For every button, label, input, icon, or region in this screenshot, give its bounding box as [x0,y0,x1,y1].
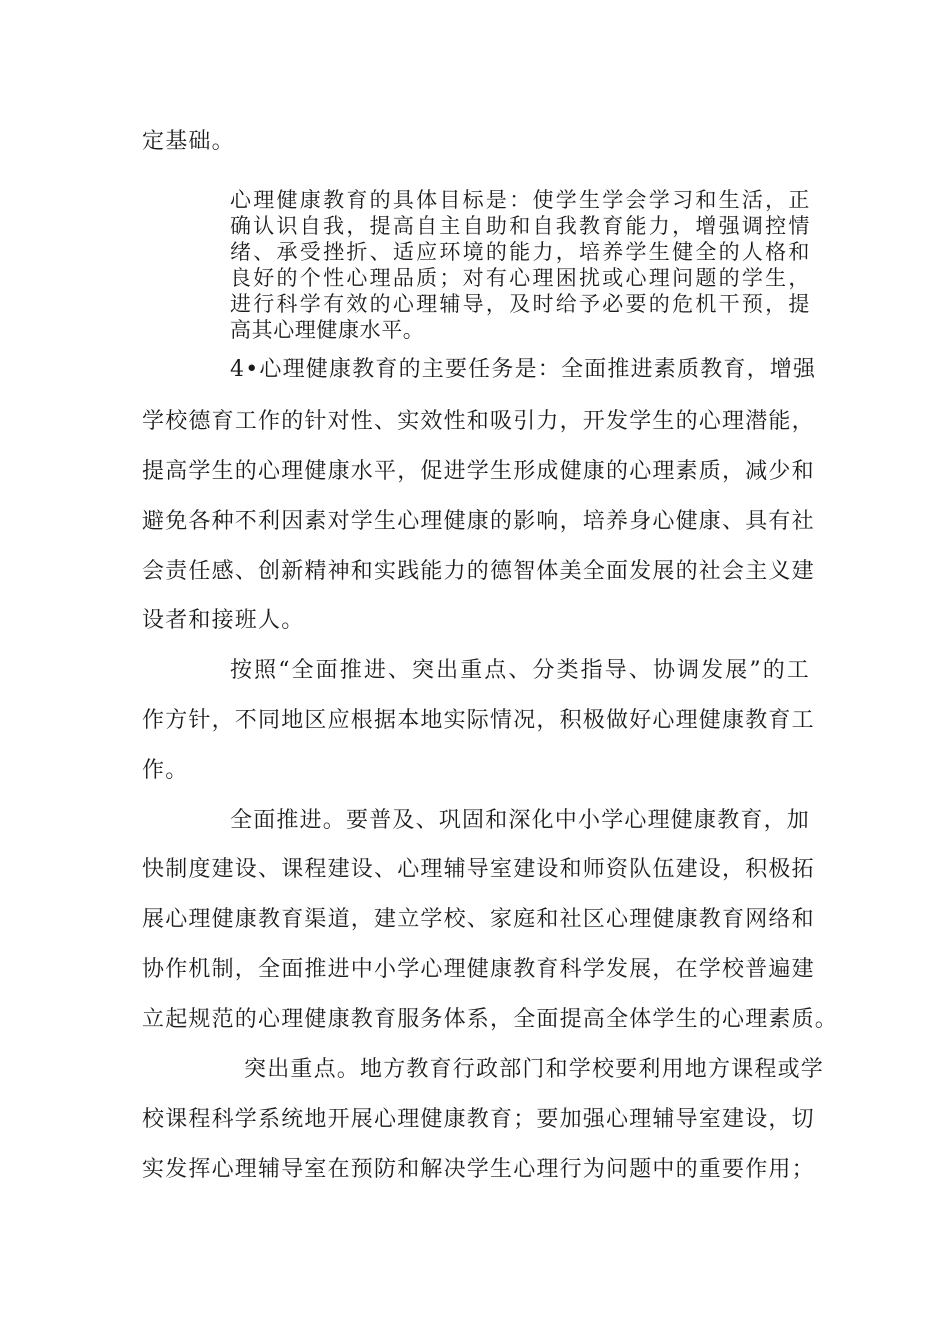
paragraph-line: 按照“全面推进、突出重点、分类指导、协调发展”的工 [230,658,810,683]
paragraph-line: 设者和接班人。 [142,608,305,633]
paragraph-line: 立起规范的心理健康教育服务体系，全面提高全体学生的心理素质。 [142,1007,839,1032]
paragraph-line: 4•心理健康教育的主要任务是：全面推进素质教育，增强 [230,357,817,382]
paragraph-line: 展心理健康教育渠道，建立学校、家庭和社区心理健康教育网络和 [142,907,815,932]
paragraph-line: 作。 [142,758,189,783]
paragraph-line: 绪、承受挫折、适应环境的能力，培养学生健全的人格和 [230,240,810,264]
paragraph-line: 学校德育工作的针对性、实效性和吸引力，开发学生的心理潜能， [142,409,815,434]
paragraph-line: 避免各种不利因素对学生心理健康的影响，培养身心健康、具有社 [142,509,815,534]
paragraph-line: 心理健康教育的具体目标是：使学生学会学习和生活，正 [230,188,810,212]
paragraph-line: 快制度建设、课程建设、心理辅导室建设和师资队伍建设，积极拓 [142,857,815,882]
paragraph-line: 进行科学有效的心理辅导，及时给予必要的危机干预，提 [230,292,810,316]
paragraph-line: 确认识自我，提高自主自助和自我教育能力，增强调控情 [230,214,810,238]
paragraph-line: 定基础。 [142,129,235,154]
paragraph-line: 全面推进。要普及、巩固和深化中小学心理健康教育，加 [230,808,811,833]
paragraph-line: 提高学生的心理健康水平，促进学生形成健康的心理素质，减少和 [142,459,815,484]
paragraph-line: 校课程科学系统地开展心理健康教育；要加强心理辅导室建设，切 [142,1107,815,1132]
paragraph-line: 突出重点。地方教育行政部门和学校要利用地方课程或学 [244,1057,825,1082]
paragraph-line: 实发挥心理辅导室在预防和解决学生心理行为问题中的重要作用； [142,1157,815,1182]
paragraph-line: 高其心理健康水平。 [230,318,425,342]
paragraph-line: 作方针，不同地区应根据本地实际情况，积极做好心理健康教育工 [142,708,815,733]
paragraph-line: 良好的个性心理品质；对有心理困扰或心理问题的学生， [230,266,810,290]
paragraph-line: 会责任感、创新精神和实践能力的德智体美全面发展的社会主义建 [142,559,815,584]
paragraph-line: 协作机制，全面推进中小学心理健康教育科学发展，在学校普遍建 [142,957,815,982]
